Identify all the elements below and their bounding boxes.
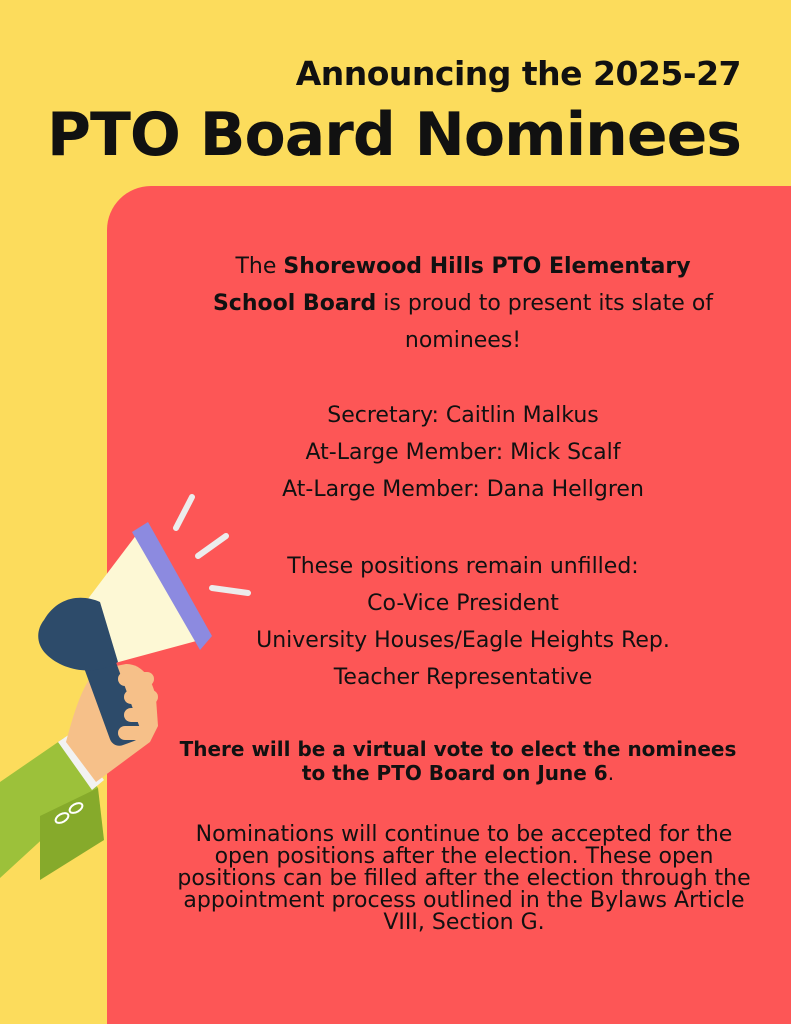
nominee-item: At-Large Member: Dana Hellgren (282, 477, 644, 502)
intro-post: is proud to present its slate of nominees! (376, 291, 714, 353)
vote-text: There will be a virtual vote to elect the nominees to the PTO Board on June 6 (179, 737, 737, 785)
vote-period: . (607, 761, 615, 785)
header-subtitle: Announcing the 2025-27 (295, 54, 741, 93)
unfilled-position: Co-Vice President (367, 591, 559, 616)
organization-name: Shorewood Hills PTO Elementary School Board (212, 254, 691, 316)
page-title: PTO Board Nominees (46, 100, 741, 170)
intro-text (200, 248, 726, 359)
megaphone-icon (0, 480, 270, 900)
unfilled-position: Teacher Representative (333, 665, 593, 690)
intro-pre: The (235, 254, 284, 279)
nominee-item: Secretary: Caitlin Malkus (327, 403, 599, 428)
unfilled-heading: These positions remain unfilled: (287, 554, 639, 579)
nominations-note: Nominations will continue to be accepted for the open positions after the election. These open positions can be filled after the election through the appointment process outlined in the Bylaws Article VIII, Section G. (177, 822, 751, 935)
nominee-item: At-Large Member: Mick Scalf (305, 440, 621, 465)
unfilled-position: University Houses/Eagle Heights Rep. (256, 628, 670, 653)
